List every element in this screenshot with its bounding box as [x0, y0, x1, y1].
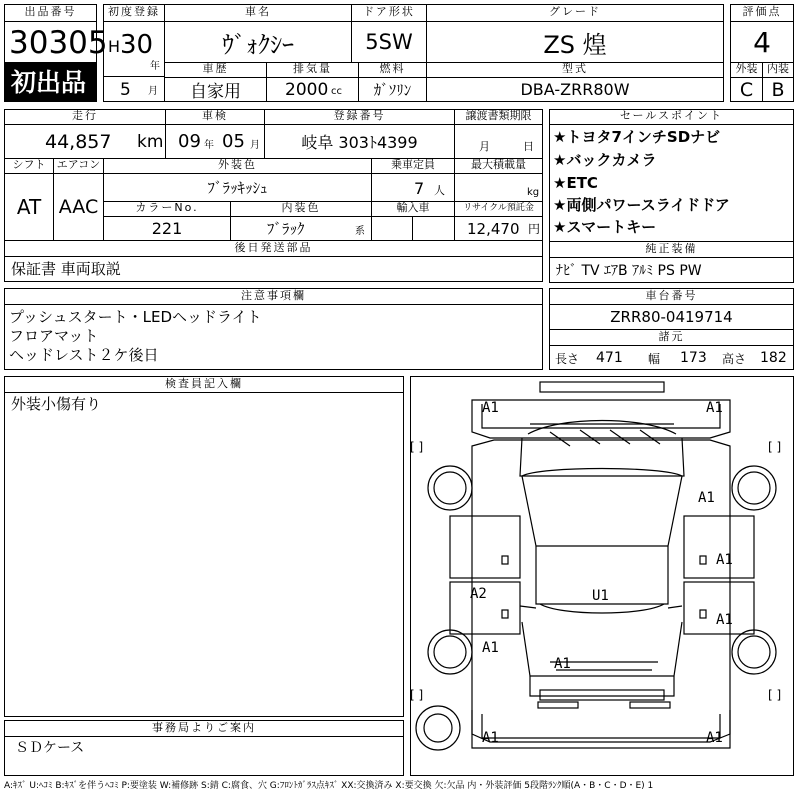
displacement-unit: cc [331, 86, 342, 97]
bracket-front-left: [ ] [410, 440, 424, 454]
note-line-3: ヘッドレスト２ケ後日 [9, 346, 159, 364]
office-cell [4, 736, 404, 776]
legend-text: A:ｷｽﾞ U:ﾍｺﾐ B:ｷｽﾞを伴うﾍｺﾐ P:要塗装 W:補修跡 S:錆 C:腐食、穴 G:ﾌﾛﾝﾄｶﾞﾗｽ点ｷｽﾞ XX:交換済み X:要交換 欠:欠品 内・外装評価 5段階ﾗﾝｸ順(A・B・C・D・E) 1 [4, 781, 654, 791]
inspection-cell [165, 124, 265, 159]
mark-door-right-rear: A1 [716, 612, 733, 628]
mark-front-left: A1 [482, 400, 499, 416]
color-no-label: カラーNo. [103, 201, 231, 217]
import-divider [412, 216, 413, 241]
month-unit: 月 [148, 86, 158, 97]
length-label: 長さ [555, 352, 580, 366]
inspection-label: 車検 [165, 109, 265, 125]
mileage-label: 走行 [4, 109, 166, 125]
shift-label: シフト [4, 158, 54, 174]
sales-point-5: ★スマートキー [553, 218, 657, 236]
mark-quarter-left: A1 [482, 640, 499, 656]
model: DBA-ZRR80W [426, 77, 724, 102]
recycle-cell [454, 216, 543, 241]
mark-roof: U1 [592, 588, 609, 604]
interior-label: 内装 [762, 62, 794, 78]
bracket-rear-left: [ ] [410, 688, 424, 702]
door-label: ドア形状 [351, 4, 427, 22]
later-parts-label: 後日発送部品 [4, 240, 543, 257]
sales-point-4: ★両側パワースライドドア [553, 196, 730, 214]
first-reg-year: 30 [120, 30, 154, 60]
history: 自家用 [164, 77, 267, 102]
displacement-label: 排気量 [266, 62, 359, 78]
inspection-month: 05 [222, 131, 245, 152]
ac-label: エアコン [53, 158, 104, 174]
width: 173 [680, 350, 707, 366]
fuel: ｶﾞｿﾘﾝ [358, 77, 427, 102]
ac: AAC [53, 173, 104, 241]
inspector-label: 検査員記入欄 [4, 376, 404, 393]
length: 471 [596, 350, 623, 366]
transfer-label: 譲渡書類期限 [454, 109, 543, 125]
equipment: ﾅﾋﾞ TV ｴｱB ｱﾙﾐ PS PW [556, 263, 702, 279]
height-label: 高さ [722, 352, 747, 366]
inspection-year-unit: 年 [204, 140, 214, 151]
transfer-day-unit: 日 [523, 140, 534, 153]
first-reg-month: 5 [120, 80, 131, 100]
reg-number: 岐阜 303ﾄ4399 [264, 124, 455, 159]
door-type: 5SW [351, 21, 427, 63]
grade: ZS 煌 [426, 21, 724, 63]
later-parts-cell [4, 256, 543, 282]
score: 4 [730, 21, 794, 63]
recycle: 12,470 [467, 220, 520, 238]
note-line-2: フロアマット [9, 327, 99, 345]
height: 182 [760, 350, 787, 366]
car-diagram-svg [410, 376, 794, 776]
mileage-unit: km [137, 132, 164, 152]
int-color-cell [230, 216, 372, 241]
first-reg-label: 初度登録 [103, 4, 165, 22]
equipment-cell [549, 257, 794, 283]
notes-label: 注意事項欄 [4, 288, 543, 305]
equipment-label: 純正装備 [549, 241, 794, 258]
car-name-label: 車名 [164, 4, 352, 22]
model-label: 型式 [426, 62, 724, 78]
shift: AT [4, 173, 54, 241]
transfer-cell [454, 124, 543, 159]
chassis-label: 車台番号 [549, 288, 794, 305]
grade-label: グレード [426, 4, 724, 22]
mark-front-right: A1 [706, 400, 723, 416]
inspection-year: 09 [178, 131, 201, 152]
lot-number-cell [4, 21, 108, 63]
load-unit: kg [527, 187, 540, 198]
sales-points-label: セールスポイント [549, 109, 794, 125]
ext-color-label: 外装色 [103, 158, 372, 174]
inspector-cell [4, 392, 404, 717]
score-label: 評価点 [730, 4, 794, 22]
capacity: 7 [414, 179, 425, 198]
mileage-cell [4, 124, 166, 159]
sales-point-1: ★トヨタ7インチSDナビ [553, 128, 721, 146]
displacement-cell [266, 77, 359, 102]
history-label: 車歴 [164, 62, 267, 78]
office-label: 事務局よりご案内 [4, 720, 404, 737]
load-cell [454, 173, 543, 202]
note-line-1: プッシュスタート・LEDヘッドライト [9, 308, 262, 326]
first-reg-year-cell [103, 21, 165, 77]
exterior-label: 外装 [730, 62, 763, 78]
chassis-number: ZRR80-0419714 [549, 304, 794, 330]
first-listing-text: 初出品 [11, 68, 87, 97]
import-cell [371, 216, 455, 241]
mark-rear-hatch: A1 [554, 656, 571, 672]
specs-cell [549, 345, 794, 370]
car-name: ｳﾞｫｸｼｰ [164, 21, 352, 63]
ext-color: ﾌﾞﾗｯｷｯｼｭ [103, 173, 372, 202]
capacity-unit: 人 [434, 184, 445, 197]
mark-rear-right: A1 [706, 730, 723, 746]
reg-number-label: 登録番号 [264, 109, 455, 125]
capacity-cell [371, 173, 455, 202]
width-label: 幅 [648, 352, 661, 366]
displacement: 2000 [285, 80, 329, 100]
mark-fender-right: A1 [698, 490, 715, 506]
fuel-label: 燃料 [358, 62, 427, 78]
recycle-unit: 円 [528, 222, 541, 236]
bracket-front-right: [ ] [768, 440, 782, 454]
transfer-month-unit: 月 [479, 140, 490, 153]
mark-rear-left: A1 [482, 730, 499, 746]
lot-number: 30305 [9, 25, 108, 61]
int-color: ﾌﾞﾗｯｸ [267, 220, 305, 238]
import-label: 輸入車 [371, 201, 455, 217]
inspection-month-unit: 月 [250, 140, 260, 151]
interior-grade: B [762, 77, 794, 102]
sales-point-3: ★ETC [553, 174, 598, 192]
capacity-label: 乗車定員 [371, 158, 455, 174]
recycle-label: リサイクル預託金 [454, 201, 543, 217]
sales-point-2: ★バックカメラ [553, 151, 657, 169]
mileage: 44,857 [45, 131, 112, 153]
later-parts: 保証書 車両取説 [11, 260, 121, 278]
inspector-text: 外装小傷有り [11, 395, 102, 413]
first-reg-month-cell [103, 76, 165, 102]
lot-number-label: 出品番号 [4, 4, 97, 22]
exterior-grade: C [730, 77, 763, 102]
int-color-label: 内装色 [230, 201, 372, 217]
specs-label: 諸元 [549, 329, 794, 346]
office-text: ＳＤケース [15, 740, 85, 756]
int-color-unit: 系 [355, 226, 365, 237]
color-no: 221 [103, 216, 231, 241]
era-letter: H [108, 37, 121, 56]
mark-door-right-front: A1 [716, 552, 733, 568]
bracket-rear-right: [ ] [768, 688, 782, 702]
load-label: 最大積載量 [454, 158, 543, 174]
mark-door-left-rear: A2 [470, 586, 487, 602]
year-unit: 年 [150, 61, 160, 72]
first-listing-badge [4, 62, 97, 102]
